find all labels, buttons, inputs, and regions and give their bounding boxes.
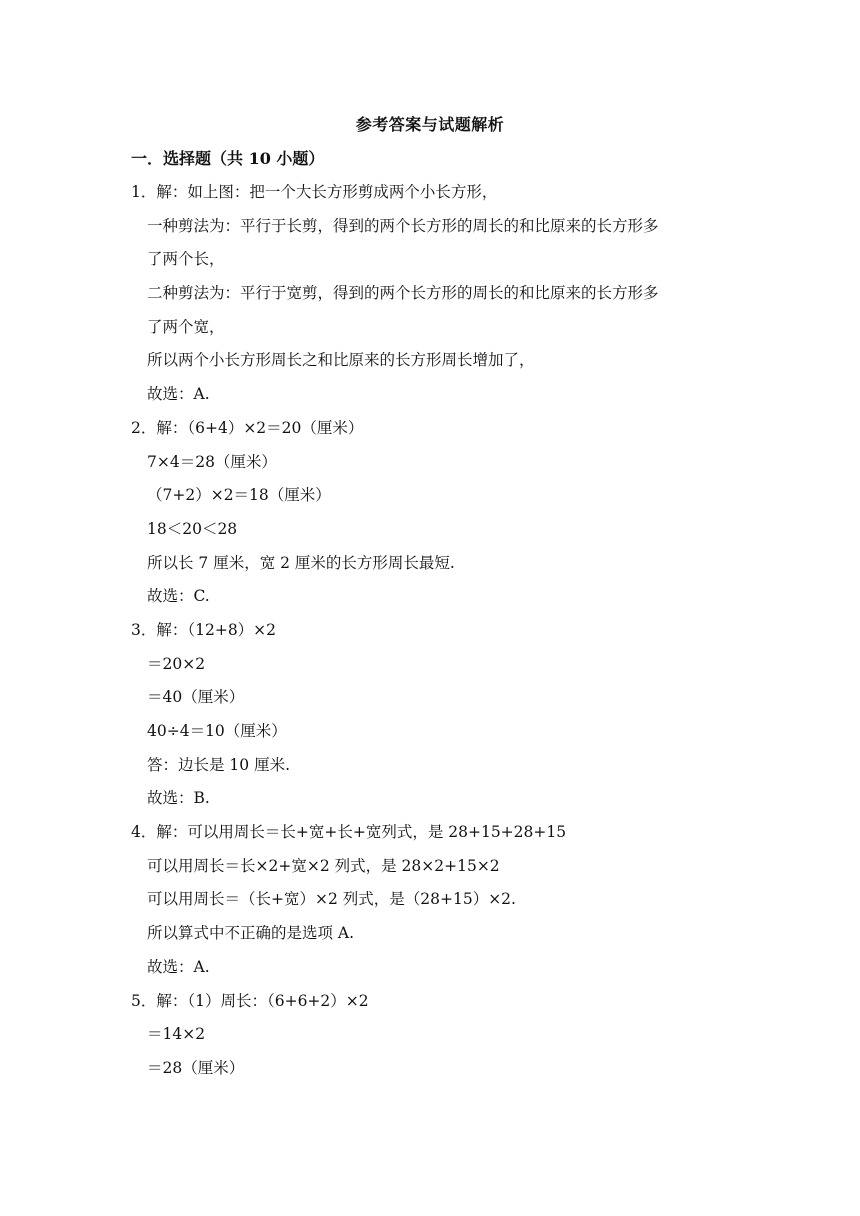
answer-1-choice: 故选：A. [147,385,210,404]
answer-1-line-5: 了两个宽， [147,317,225,336]
answer-3-choice: 故选：B. [147,789,210,808]
answer-1-line-6: 所以两个小长方形周长之和比原来的长方形周长增加了， [147,351,535,370]
answer-5-line-2: ＝14×2 [147,1025,206,1044]
answer-4-line-3: 可以用周长＝（长+宽）×2 列式，是（28+15）×2. [147,890,516,909]
answer-4-choice: 故选：A. [147,957,210,976]
answer-2-line-4: 18＜20＜28 [147,519,238,538]
answer-content [131,178,741,1088]
answer-1-line-3: 了两个长， [147,250,225,269]
answer-1-line-2: 一种剪法为：平行于长剪，得到的两个长方形的周长的和比原来的长方形多 [147,216,659,235]
answer-3-line-1: 3．解：（12+8）×2 [131,620,277,639]
answer-1-line-1: 1．解：如上图：把一个大长方形剪成两个小长方形， [131,183,498,201]
section-heading: 一．选择题（共 10 小题） [131,149,325,168]
answer-1-line-4: 二种剪法为：平行于宽剪，得到的两个长方形的周长的和比原来的长方形多 [147,284,659,303]
answer-2-line-1: 2．解：（6+4）×2＝20（厘米） [131,418,364,437]
answer-3-line-2: ＝20×2 [147,654,206,673]
answer-2-line-3: （7+2）×2＝18（厘米） [147,486,331,505]
answer-4-line-1: 4．解：可以用周长＝长+宽+长+宽列式，是 28+15+28+15 [131,823,567,842]
answer-5-line-3: ＝28（厘米） [147,1058,245,1077]
answer-4-line-2: 可以用周长＝长×2+宽×2 列式，是 28×2+15×2 [147,856,500,875]
answer-3-line-3: ＝40（厘米） [147,688,245,707]
answer-3-line-4: 40÷4＝10（厘米） [147,722,287,740]
answer-2-line-2: 7×4＝28（厘米） [147,452,277,471]
answer-5-line-1: 5．解：（1）周长：（6+6+2）×2 [131,991,369,1010]
answer-3-line-5: 答：边长是 10 厘米. [147,755,291,774]
answer-2-choice: 故选：C. [147,587,210,606]
document-title: 参考答案与试题解析 [355,115,505,134]
answer-4-line-4: 所以算式中不正确的是选项 A. [147,924,355,943]
answer-2-line-5: 所以长 7 厘米，宽 2 厘米的长方形周长最短. [147,553,455,572]
